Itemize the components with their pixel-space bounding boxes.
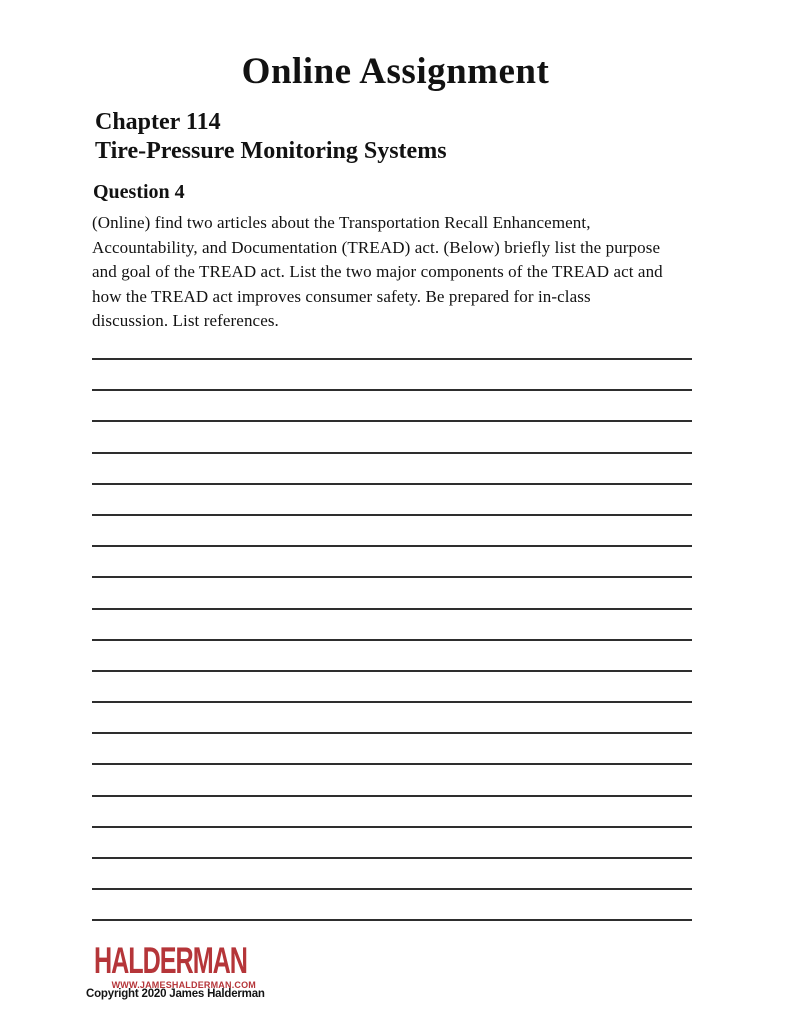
question-instructions [92,211,663,334]
answer-line [92,420,692,422]
question-label: Question 4 [93,181,185,203]
instructions-line: discussion. List references. [92,311,279,330]
answer-line [92,919,692,921]
answer-line [92,545,692,547]
answer-line [92,826,692,828]
instructions-line: and goal of the TREAD act. List the two major components of the TREAD act and [92,262,663,281]
answer-line [92,514,692,516]
answer-line [92,452,692,454]
chapter-heading [95,108,447,166]
answer-line [92,608,692,610]
copyright-text: Copyright 2020 James Halderman [86,988,265,1000]
answer-line [92,857,692,859]
answer-line [92,795,692,797]
answer-line [92,888,692,890]
answer-line [92,389,692,391]
chapter-title: Tire-Pressure Monitoring Systems [95,138,447,164]
halderman-logo [94,940,256,990]
instructions-line: Accountability, and Documentation (TREAD) act. (Below) briefly list the purpose [92,237,661,257]
instructions-line: how the TREAD act improves consumer safety. Be prepared for in-class [92,286,591,306]
answer-line [92,670,692,672]
answer-line [92,701,692,703]
answer-line [92,763,692,765]
chapter-number: Chapter 114 [95,109,221,135]
halderman-logo-text: HALDERMAN [94,940,247,981]
page-title: Online Assignment [241,51,550,92]
instructions-line: (Online) find two articles about the Transportation Recall Enhancement, [92,213,591,232]
answer-line [92,576,692,578]
answer-line [92,732,692,734]
answer-line [92,358,692,360]
answer-lines [92,358,692,921]
halderman-website-text: WWW.JAMESHALDERMAN.COM [111,980,256,990]
answer-line [92,639,692,641]
answer-line [92,483,692,485]
